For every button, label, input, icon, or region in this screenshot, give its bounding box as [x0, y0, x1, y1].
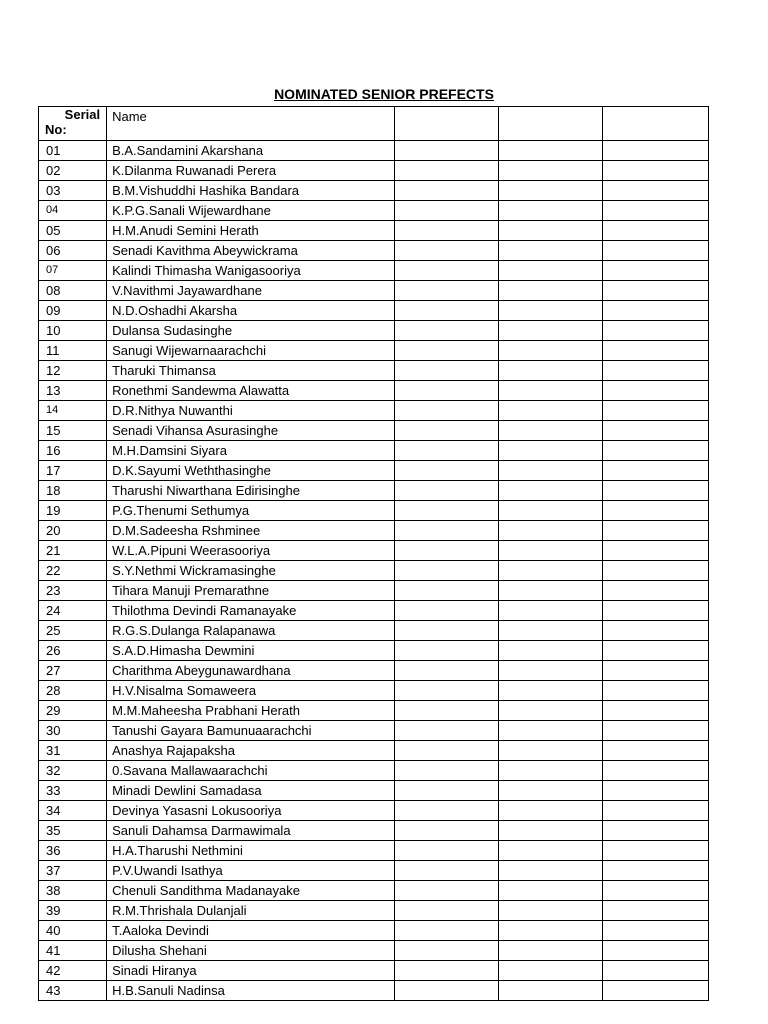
blank-cell [602, 921, 708, 941]
blank-cell [394, 541, 498, 561]
table-row [39, 161, 709, 181]
table-row [39, 341, 709, 361]
blank-cell [498, 801, 602, 821]
table-row [39, 461, 709, 481]
blank-cell [498, 881, 602, 901]
serial-header-line1: Serial [64, 107, 101, 122]
serial-number-cell: 03 [39, 181, 107, 201]
table-row [39, 741, 709, 761]
table-row [39, 901, 709, 921]
serial-number-cell: 26 [39, 641, 107, 661]
table-row [39, 141, 709, 161]
student-name-cell: D.R.Nithya Nuwanthi [107, 401, 394, 421]
blank-cell [394, 861, 498, 881]
blank-cell [602, 981, 708, 1001]
table-row [39, 401, 709, 421]
blank-cell [394, 181, 498, 201]
blank-cell [602, 761, 708, 781]
serial-number-cell: 34 [39, 801, 107, 821]
table-row [39, 601, 709, 621]
serial-number-cell: 02 [39, 161, 107, 181]
blank-cell [602, 701, 708, 721]
table-row [39, 321, 709, 341]
table-row [39, 661, 709, 681]
blank-cell [602, 741, 708, 761]
blank-cell [394, 161, 498, 181]
blank-cell [602, 601, 708, 621]
blank-cell [394, 641, 498, 661]
table-row [39, 801, 709, 821]
blank-header-cell [498, 107, 602, 141]
blank-cell [498, 361, 602, 381]
blank-cell [602, 341, 708, 361]
blank-cell [498, 861, 602, 881]
serial-number-cell: 05 [39, 221, 107, 241]
blank-cell [498, 181, 602, 201]
table-row [39, 881, 709, 901]
blank-cell [394, 781, 498, 801]
blank-cell [394, 521, 498, 541]
blank-cell [602, 521, 708, 541]
blank-cell [498, 961, 602, 981]
blank-cell [394, 341, 498, 361]
serial-number-cell: 08 [39, 281, 107, 301]
blank-cell [498, 161, 602, 181]
serial-number-cell: 21 [39, 541, 107, 561]
student-name-cell: S.A.D.Himasha Dewmini [107, 641, 394, 661]
student-name-cell: H.M.Anudi Semini Herath [107, 221, 394, 241]
serial-number-cell: 10 [39, 321, 107, 341]
blank-cell [602, 501, 708, 521]
serial-number-cell: 06 [39, 241, 107, 261]
blank-cell [394, 661, 498, 681]
blank-cell [498, 941, 602, 961]
blank-cell [394, 401, 498, 421]
blank-cell [602, 201, 708, 221]
blank-cell [394, 881, 498, 901]
serial-number-cell: 25 [39, 621, 107, 641]
table-row [39, 561, 709, 581]
blank-cell [602, 361, 708, 381]
blank-cell [498, 921, 602, 941]
blank-cell [498, 741, 602, 761]
table-row [39, 681, 709, 701]
blank-cell [394, 141, 498, 161]
student-name-cell: M.M.Maheesha Prabhani Herath [107, 701, 394, 721]
student-name-cell: N.D.Oshadhi Akarsha [107, 301, 394, 321]
student-name-cell: Kalindi Thimasha Wanigasooriya [107, 261, 394, 281]
blank-cell [498, 641, 602, 661]
blank-cell [394, 261, 498, 281]
blank-cell [602, 681, 708, 701]
serial-number-cell: 29 [39, 701, 107, 721]
serial-number-cell: 35 [39, 821, 107, 841]
blank-cell [498, 561, 602, 581]
blank-cell [498, 761, 602, 781]
student-name-cell: Tharuki Thimansa [107, 361, 394, 381]
student-name-cell: Tanushi Gayara Bamunuaarachchi [107, 721, 394, 741]
blank-cell [394, 801, 498, 821]
student-name-cell: Ronethmi Sandewma Alawatta [107, 381, 394, 401]
blank-cell [394, 561, 498, 581]
blank-cell [394, 821, 498, 841]
student-name-cell: V.Navithmi Jayawardhane [107, 281, 394, 301]
student-name-cell: P.V.Uwandi Isathya [107, 861, 394, 881]
blank-cell [498, 261, 602, 281]
blank-cell [498, 281, 602, 301]
student-name-cell: K.Dilanma Ruwanadi Perera [107, 161, 394, 181]
serial-number-cell: 40 [39, 921, 107, 941]
blank-cell [394, 601, 498, 621]
blank-cell [498, 321, 602, 341]
blank-cell [602, 941, 708, 961]
blank-cell [498, 301, 602, 321]
student-name-cell: Dilusha Shehani [107, 941, 394, 961]
table-row [39, 481, 709, 501]
blank-cell [394, 941, 498, 961]
serial-number-cell: 30 [39, 721, 107, 741]
blank-cell [394, 701, 498, 721]
serial-number-cell: 09 [39, 301, 107, 321]
student-name-cell: Sanuli Dahamsa Darmawimala [107, 821, 394, 841]
blank-cell [498, 221, 602, 241]
student-name-cell: P.G.Thenumi Sethumya [107, 501, 394, 521]
blank-header-cell [394, 107, 498, 141]
blank-cell [498, 241, 602, 261]
table-row [39, 841, 709, 861]
blank-cell [602, 301, 708, 321]
table-row [39, 701, 709, 721]
blank-cell [498, 401, 602, 421]
blank-cell [602, 581, 708, 601]
table-row [39, 721, 709, 741]
table-row [39, 501, 709, 521]
blank-cell [498, 581, 602, 601]
serial-number-cell: 33 [39, 781, 107, 801]
serial-number-cell: 31 [39, 741, 107, 761]
student-name-cell: Anashya Rajapaksha [107, 741, 394, 761]
blank-cell [498, 141, 602, 161]
table-header-row [39, 107, 709, 141]
blank-cell [498, 781, 602, 801]
blank-cell [498, 721, 602, 741]
blank-cell [394, 501, 498, 521]
blank-cell [394, 301, 498, 321]
student-name-cell: Tihara Manuji Premarathne [107, 581, 394, 601]
serial-number-cell: 01 [39, 141, 107, 161]
blank-cell [394, 621, 498, 641]
table-body [39, 107, 709, 1001]
blank-cell [498, 681, 602, 701]
serial-number-cell: 22 [39, 561, 107, 581]
blank-cell [394, 221, 498, 241]
blank-cell [602, 221, 708, 241]
blank-cell [498, 441, 602, 461]
student-name-cell: Tharushi Niwarthana Edirisinghe [107, 481, 394, 501]
table-row [39, 201, 709, 221]
student-name-cell: Senadi Kavithma Abeywickrama [107, 241, 394, 261]
serial-number-cell: 04 [39, 201, 107, 221]
table-row [39, 181, 709, 201]
blank-cell [602, 801, 708, 821]
blank-cell [602, 261, 708, 281]
blank-cell [498, 821, 602, 841]
student-name-cell: Devinya Yasasni Lokusooriya [107, 801, 394, 821]
blank-cell [602, 841, 708, 861]
student-name-cell: B.A.Sandamini Akarshana [107, 141, 394, 161]
serial-number-cell: 27 [39, 661, 107, 681]
table-row [39, 541, 709, 561]
table-row [39, 641, 709, 661]
blank-cell [394, 421, 498, 441]
table-row [39, 241, 709, 261]
serial-number-cell: 12 [39, 361, 107, 381]
blank-cell [394, 381, 498, 401]
blank-cell [394, 321, 498, 341]
student-name-cell: T.Aaloka Devindi [107, 921, 394, 941]
blank-cell [498, 901, 602, 921]
student-name-cell: H.V.Nisalma Somaweera [107, 681, 394, 701]
blank-cell [602, 961, 708, 981]
serial-number-cell: 13 [39, 381, 107, 401]
blank-cell [394, 361, 498, 381]
blank-cell [602, 541, 708, 561]
student-name-cell: R.M.Thrishala Dulanjali [107, 901, 394, 921]
serial-number-cell: 36 [39, 841, 107, 861]
name-column-header: Name [107, 107, 394, 141]
serial-number-cell: 07 [39, 261, 107, 281]
blank-cell [602, 441, 708, 461]
blank-cell [498, 461, 602, 481]
blank-cell [602, 321, 708, 341]
table-row [39, 981, 709, 1001]
serial-number-cell: 28 [39, 681, 107, 701]
blank-cell [498, 381, 602, 401]
student-name-cell: K.P.G.Sanali Wijewardhane [107, 201, 394, 221]
student-name-cell: Sanugi Wijewarnaarachchi [107, 341, 394, 361]
blank-cell [394, 901, 498, 921]
table-row [39, 281, 709, 301]
blank-cell [498, 981, 602, 1001]
blank-cell [602, 181, 708, 201]
blank-cell [602, 901, 708, 921]
table-row [39, 861, 709, 881]
blank-cell [394, 681, 498, 701]
blank-cell [602, 561, 708, 581]
serial-number-cell: 39 [39, 901, 107, 921]
student-name-cell: Thilothma Devindi Ramanayake [107, 601, 394, 621]
blank-cell [498, 501, 602, 521]
serial-number-cell: 37 [39, 861, 107, 881]
student-name-cell: M.H.Damsini Siyara [107, 441, 394, 461]
serial-number-cell: 16 [39, 441, 107, 461]
blank-cell [498, 541, 602, 561]
blank-cell [498, 601, 602, 621]
blank-cell [394, 761, 498, 781]
table-row [39, 921, 709, 941]
blank-cell [602, 621, 708, 641]
serial-number-cell: 14 [39, 401, 107, 421]
serial-number-cell: 42 [39, 961, 107, 981]
serial-column-header [39, 107, 107, 141]
student-name-cell: Chenuli Sandithma Madanayake [107, 881, 394, 901]
serial-number-cell: 38 [39, 881, 107, 901]
table-row [39, 381, 709, 401]
blank-cell [602, 141, 708, 161]
blank-cell [394, 241, 498, 261]
blank-cell [602, 861, 708, 881]
serial-number-cell: 17 [39, 461, 107, 481]
blank-cell [602, 281, 708, 301]
table-row [39, 521, 709, 541]
serial-number-cell: 18 [39, 481, 107, 501]
blank-cell [602, 381, 708, 401]
blank-cell [498, 481, 602, 501]
table-row [39, 781, 709, 801]
table-row [39, 301, 709, 321]
blank-cell [394, 581, 498, 601]
serial-number-cell: 19 [39, 501, 107, 521]
student-name-cell: S.Y.Nethmi Wickramasinghe [107, 561, 394, 581]
blank-cell [602, 881, 708, 901]
table-row [39, 761, 709, 781]
blank-cell [394, 961, 498, 981]
table-row [39, 621, 709, 641]
serial-header-line2: No: [45, 122, 67, 137]
serial-number-cell: 43 [39, 981, 107, 1001]
table-row [39, 961, 709, 981]
blank-cell [602, 421, 708, 441]
table-row [39, 261, 709, 281]
blank-cell [498, 621, 602, 641]
student-name-cell: H.B.Sanuli Nadinsa [107, 981, 394, 1001]
blank-cell [602, 161, 708, 181]
table-row [39, 421, 709, 441]
prefects-table [38, 106, 709, 1001]
page-title: NOMINATED SENIOR PREFECTS [274, 86, 494, 102]
blank-cell [602, 461, 708, 481]
student-name-cell: H.A.Tharushi Nethmini [107, 841, 394, 861]
student-name-cell: 0.Savana Mallawaarachchi [107, 761, 394, 781]
blank-cell [602, 661, 708, 681]
blank-cell [394, 441, 498, 461]
blank-cell [498, 701, 602, 721]
blank-cell [602, 241, 708, 261]
blank-cell [394, 461, 498, 481]
serial-number-cell: 32 [39, 761, 107, 781]
serial-number-cell: 23 [39, 581, 107, 601]
blank-header-cell [602, 107, 708, 141]
blank-cell [394, 201, 498, 221]
student-name-cell: Sinadi Hiranya [107, 961, 394, 981]
student-name-cell: D.K.Sayumi Weththasinghe [107, 461, 394, 481]
blank-cell [498, 201, 602, 221]
blank-cell [498, 521, 602, 541]
blank-cell [602, 821, 708, 841]
serial-number-cell: 11 [39, 341, 107, 361]
blank-cell [394, 481, 498, 501]
blank-cell [394, 741, 498, 761]
table-row [39, 581, 709, 601]
table-row [39, 221, 709, 241]
serial-number-cell: 15 [39, 421, 107, 441]
student-name-cell: Dulansa Sudasinghe [107, 321, 394, 341]
serial-number-cell: 20 [39, 521, 107, 541]
table-row [39, 441, 709, 461]
table-row [39, 941, 709, 961]
blank-cell [394, 841, 498, 861]
blank-cell [602, 641, 708, 661]
student-name-cell: Minadi Dewlini Samadasa [107, 781, 394, 801]
blank-cell [498, 341, 602, 361]
blank-cell [602, 401, 708, 421]
blank-cell [498, 421, 602, 441]
blank-cell [394, 981, 498, 1001]
serial-number-cell: 24 [39, 601, 107, 621]
student-name-cell: W.L.A.Pipuni Weerasooriya [107, 541, 394, 561]
blank-cell [498, 661, 602, 681]
serial-number-cell: 41 [39, 941, 107, 961]
blank-cell [602, 481, 708, 501]
student-name-cell: Senadi Vihansa Asurasinghe [107, 421, 394, 441]
blank-cell [394, 921, 498, 941]
student-name-cell: R.G.S.Dulanga Ralapanawa [107, 621, 394, 641]
table-row [39, 821, 709, 841]
student-name-cell: D.M.Sadeesha Rshminee [107, 521, 394, 541]
blank-cell [394, 281, 498, 301]
blank-cell [602, 721, 708, 741]
blank-cell [498, 841, 602, 861]
table-row [39, 361, 709, 381]
student-name-cell: Charithma Abeygunawardhana [107, 661, 394, 681]
blank-cell [602, 781, 708, 801]
student-name-cell: B.M.Vishuddhi Hashika Bandara [107, 181, 394, 201]
blank-cell [394, 721, 498, 741]
